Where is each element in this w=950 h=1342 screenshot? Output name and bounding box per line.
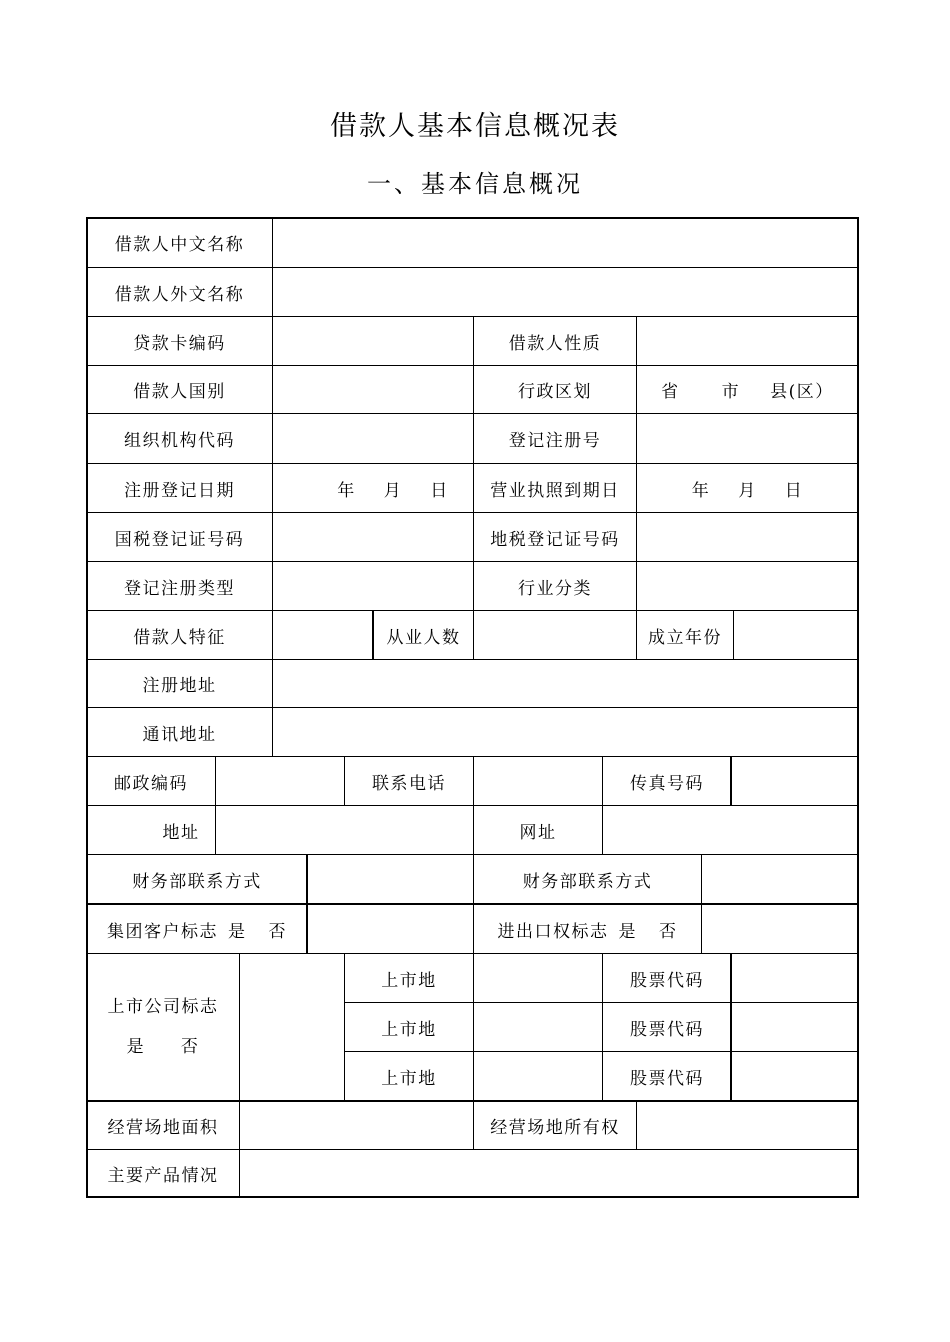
field-en-name[interactable] xyxy=(272,267,859,317)
field-license-expiry[interactable] xyxy=(636,463,859,513)
label-local-tax: 地税登记证号码 xyxy=(473,512,637,562)
field-listed-flag[interactable] xyxy=(239,953,345,1101)
field-reg-no[interactable] xyxy=(636,413,859,464)
label-employees: 从业人数 xyxy=(372,610,474,660)
day-unit: 日 xyxy=(430,480,449,501)
field-site-area[interactable] xyxy=(239,1100,474,1150)
month-unit: 月 xyxy=(383,480,403,501)
field-website[interactable] xyxy=(602,805,859,855)
field-reg-date[interactable] xyxy=(272,463,474,513)
field-employees[interactable] xyxy=(473,610,637,660)
label-stock-code-1: 股票代码 xyxy=(602,953,732,1003)
section-title: 一、基本信息概况 xyxy=(367,170,583,198)
label-website: 网址 xyxy=(473,805,603,855)
label-listed-flag xyxy=(86,953,240,1101)
field-phone[interactable] xyxy=(473,756,603,806)
city-unit: 市 xyxy=(721,382,741,402)
field-main-products[interactable] xyxy=(239,1149,859,1198)
field-stock-code-1[interactable] xyxy=(730,953,859,1003)
label-mail-addr: 通讯地址 xyxy=(86,707,273,757)
label-group-flag xyxy=(86,903,308,954)
label-cn-name: 借款人中文名称 xyxy=(86,217,273,268)
export-flag-yes[interactable]: 是 xyxy=(618,921,637,942)
field-finance-contact[interactable] xyxy=(306,854,474,904)
field-site-ownership[interactable] xyxy=(636,1100,859,1150)
group-flag-yes[interactable]: 是 xyxy=(228,921,247,942)
field-stock-code-2[interactable] xyxy=(730,1002,859,1052)
label-reg-no: 登记注册号 xyxy=(473,413,637,464)
label-loan-card: 贷款卡编码 xyxy=(86,316,273,366)
field-feature[interactable] xyxy=(272,610,373,660)
label-en-name: 借款人外文名称 xyxy=(86,267,273,317)
field-finance-contact-2[interactable] xyxy=(701,854,859,904)
listed-flag-yes[interactable]: 是 xyxy=(126,1037,146,1057)
field-country[interactable] xyxy=(272,365,474,414)
field-fax[interactable] xyxy=(730,756,859,806)
field-cn-name[interactable] xyxy=(272,217,859,268)
field-stock-code-3[interactable] xyxy=(730,1051,859,1101)
label-site-area: 经营场地面积 xyxy=(86,1100,240,1150)
label-postcode: 邮政编码 xyxy=(86,756,216,806)
field-postcode[interactable] xyxy=(215,756,345,806)
label-export-flag xyxy=(473,903,702,954)
field-mail-addr[interactable] xyxy=(272,707,859,757)
export-flag-text: 进出口权标志 xyxy=(497,921,609,942)
document-title: 借款人基本信息概况表 xyxy=(330,111,620,142)
field-listing-place-1[interactable] xyxy=(473,953,603,1003)
county-unit: 县(区） xyxy=(770,382,834,402)
field-org-code[interactable] xyxy=(272,413,474,464)
label-license-expiry: 营业执照到期日 xyxy=(473,463,637,513)
label-feature: 借款人特征 xyxy=(86,610,273,660)
label-main-products: 主要产品情况 xyxy=(86,1149,240,1198)
label-stock-code-2: 股票代码 xyxy=(602,1002,732,1052)
label-nat-tax: 国税登记证号码 xyxy=(86,512,273,562)
label-stock-code-3: 股票代码 xyxy=(602,1051,732,1101)
field-local-tax[interactable] xyxy=(636,512,859,562)
label-address: 地址 xyxy=(86,805,216,855)
label-country: 借款人国别 xyxy=(86,365,273,414)
field-reg-addr[interactable] xyxy=(272,659,859,708)
field-group-flag[interactable] xyxy=(306,903,474,954)
field-nature[interactable] xyxy=(636,316,859,366)
label-reg-addr: 注册地址 xyxy=(86,659,273,708)
field-region[interactable] xyxy=(636,365,859,414)
field-listing-place-2[interactable] xyxy=(473,1002,603,1052)
label-org-code: 组织机构代码 xyxy=(86,413,273,464)
listed-flag-no[interactable]: 否 xyxy=(180,1037,200,1057)
label-phone: 联系电话 xyxy=(344,756,474,806)
day-unit: 日 xyxy=(784,480,804,501)
label-founded: 成立年份 xyxy=(636,610,734,660)
field-listing-place-3[interactable] xyxy=(473,1051,603,1101)
label-listing-place-1: 上市地 xyxy=(344,953,474,1003)
label-site-ownership: 经营场地所有权 xyxy=(473,1100,637,1150)
label-finance-contact: 财务部联系方式 xyxy=(86,854,308,904)
field-founded[interactable] xyxy=(733,610,859,660)
label-reg-type: 登记注册类型 xyxy=(86,561,273,611)
listed-flag-text: 上市公司标志 xyxy=(107,997,219,1017)
month-unit: 月 xyxy=(738,480,757,501)
field-reg-type[interactable] xyxy=(272,561,474,611)
field-export-flag[interactable] xyxy=(701,903,859,954)
label-reg-date: 注册登记日期 xyxy=(86,463,273,513)
label-industry: 行业分类 xyxy=(473,561,637,611)
label-listing-place-3: 上市地 xyxy=(344,1051,474,1101)
year-unit: 年 xyxy=(337,480,356,501)
label-listing-place-2: 上市地 xyxy=(344,1002,474,1052)
field-address[interactable] xyxy=(215,805,474,855)
field-nat-tax[interactable] xyxy=(272,512,474,562)
export-flag-no[interactable]: 否 xyxy=(659,921,678,942)
year-unit: 年 xyxy=(691,480,711,501)
group-flag-no[interactable]: 否 xyxy=(268,921,287,942)
field-loan-card[interactable] xyxy=(272,316,474,366)
label-region: 行政区划 xyxy=(473,365,637,414)
field-industry[interactable] xyxy=(636,561,859,611)
label-fax: 传真号码 xyxy=(602,756,732,806)
label-finance-contact-2: 财务部联系方式 xyxy=(473,854,702,904)
province-unit: 省 xyxy=(661,382,680,402)
label-nature: 借款人性质 xyxy=(473,316,637,366)
group-flag-text: 集团客户标志 xyxy=(107,921,218,942)
